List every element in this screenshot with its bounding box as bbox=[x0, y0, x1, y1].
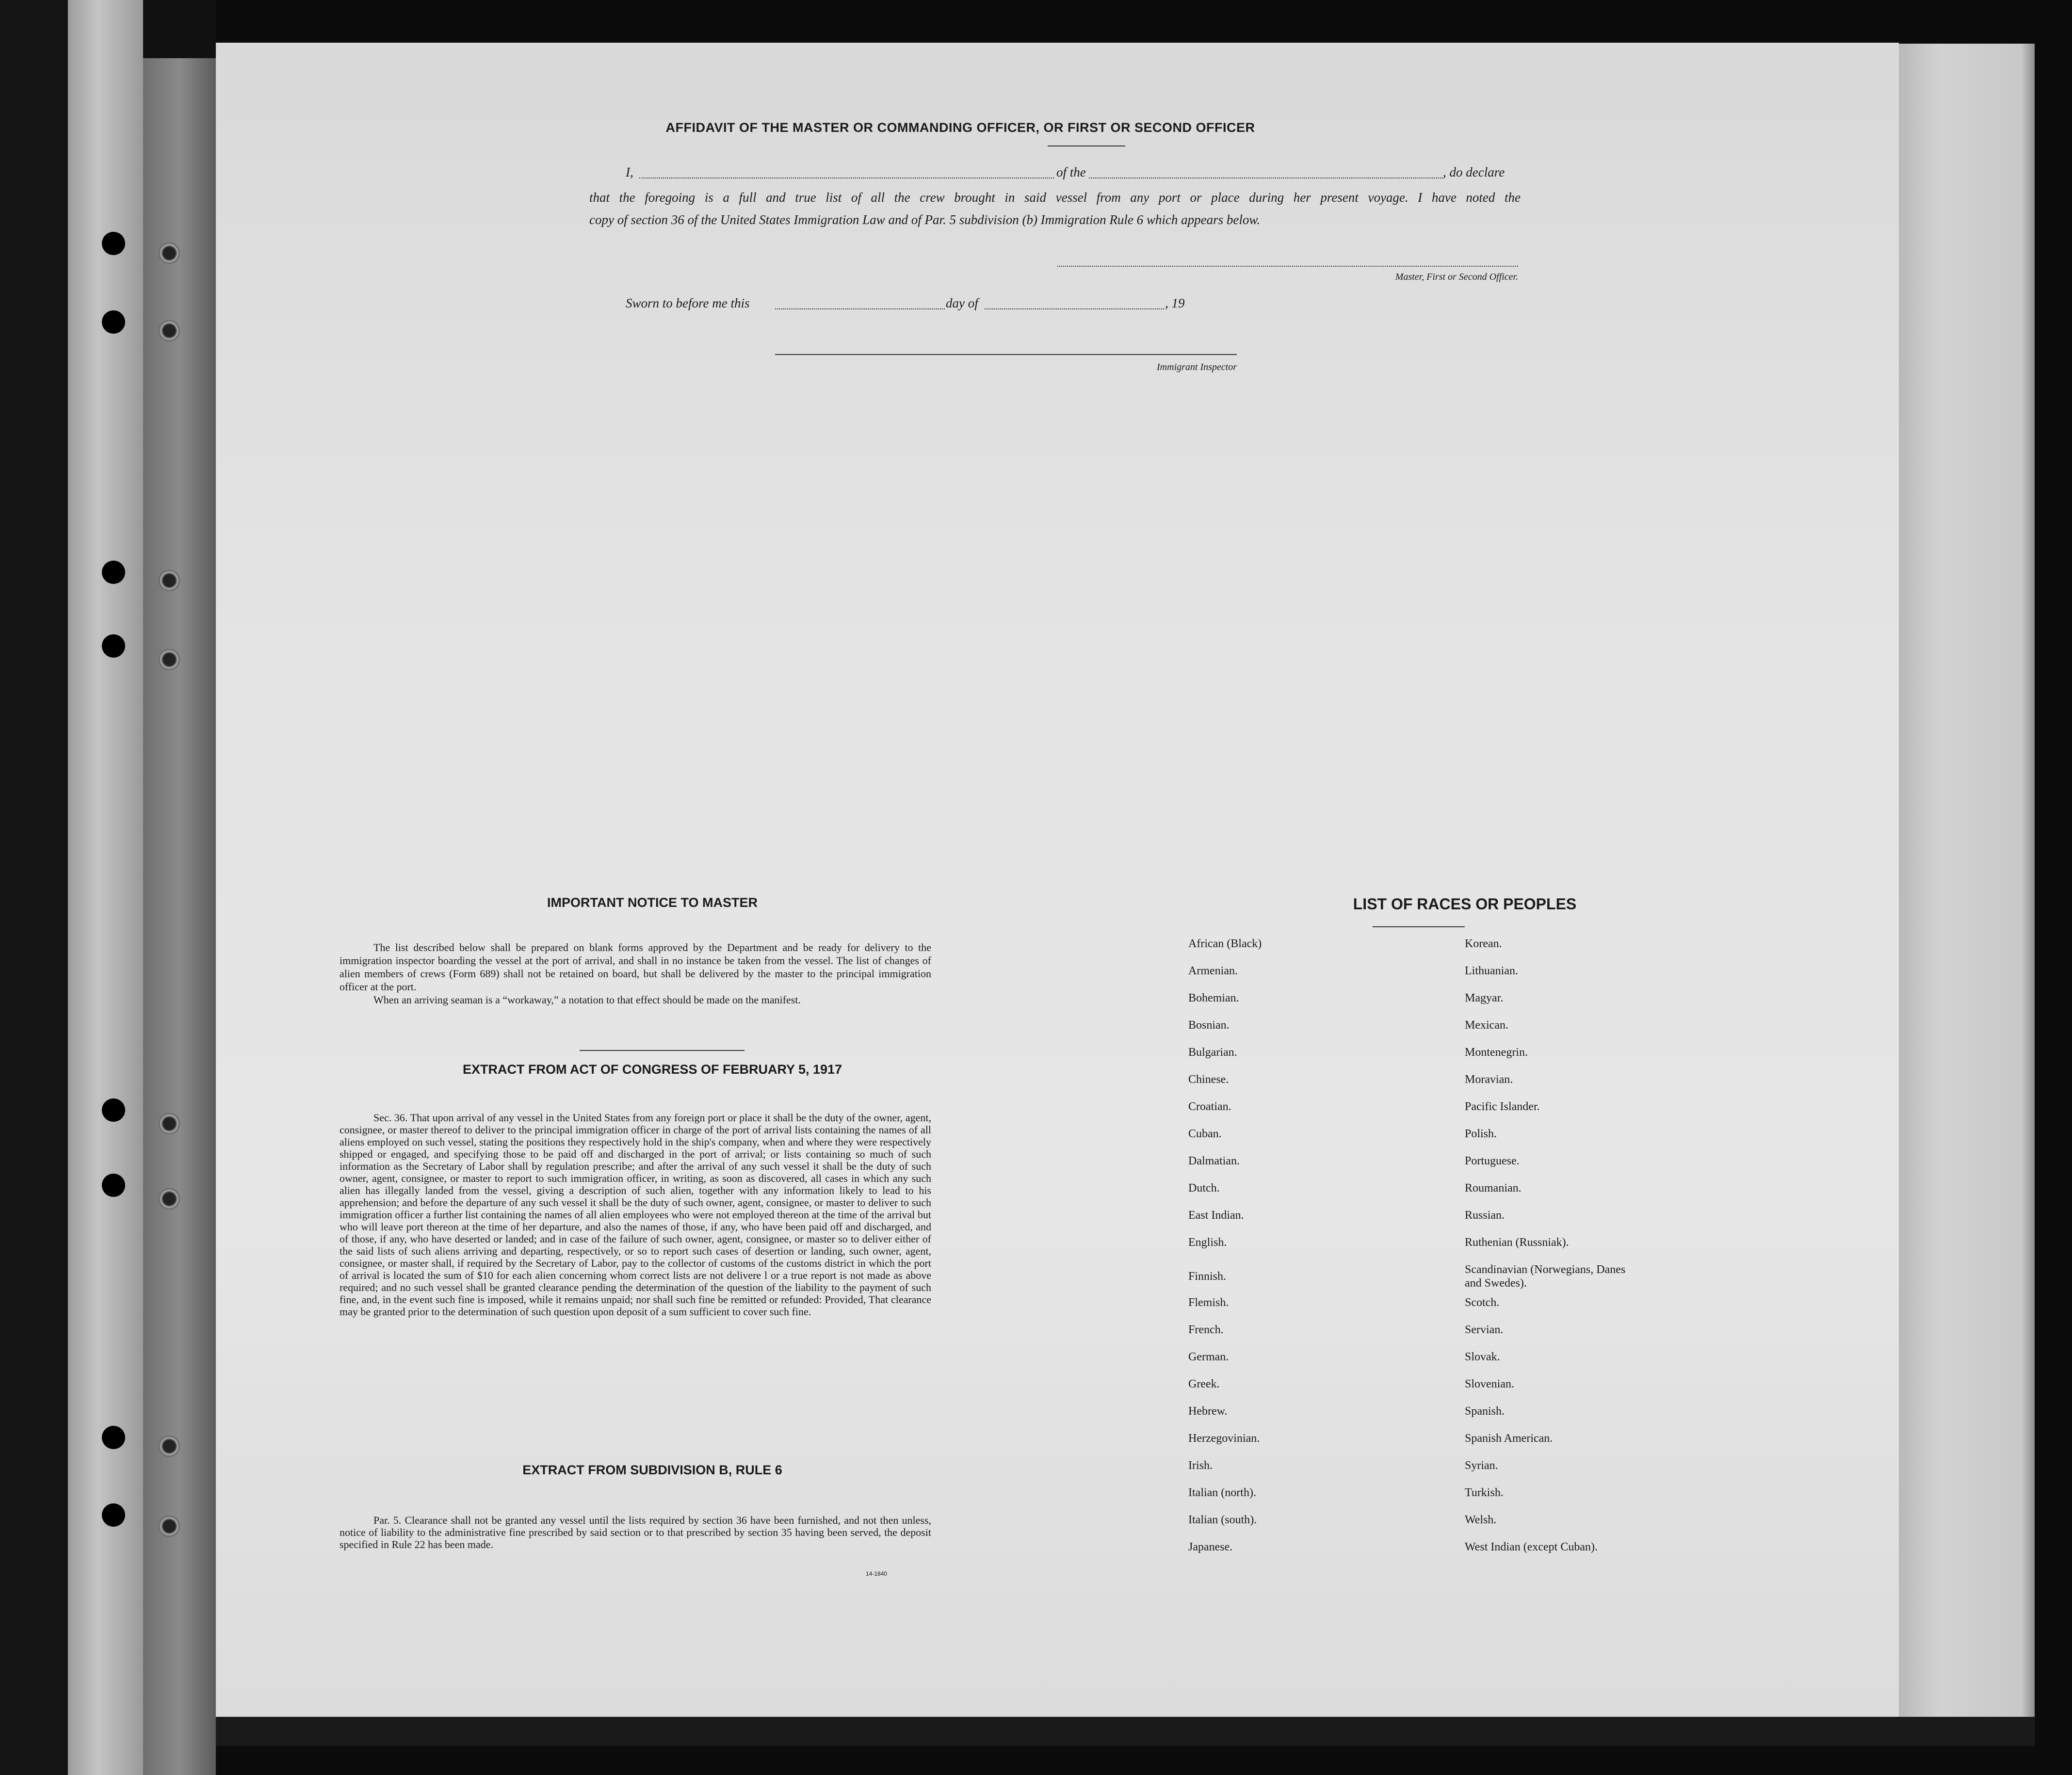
race-item: Japanese. bbox=[1188, 1541, 1233, 1553]
section-divider bbox=[580, 1050, 745, 1051]
inspector-signature-line[interactable] bbox=[775, 354, 1237, 355]
act-extract-text: Sec. 36. That upon arrival of any vessel in the United States from any foreign port or place it shall be the duty of the owner, agent, consignee, or master thereof to deliver to the principal immigration officer in charge of the port of arrival lists containing the names of all aliens employed on such vessel, stating the positions they respectively hold in the ship's company, when and where they were respectively shipped or engaged, and specifying those to be paid off and discharged in the port of arrival; or lists containing so much of such information as the Secretary of Labor shall by regulation prescribe; and after the arrival of any such vessel it shall be the duty of such owner, agent, consignee, or master to report to such immigration officer, in writing, as soon as discovered, all cases in which any such alien has illegally landed from the vessel, giving a description of such alien, together with any information likely to lead to his apprehension; and before the departure of any such vessel it shall be the duty of such owner, agent, consignee, or master to deliver to such immigration officer a further list containing the names of all alien employees who were not employed thereon at the time of the arrival but who will leave port thereon at the time of her departure, and also the names of those, if any, who have been paid off and discharged, and of those, if any, who have deserted or landed; and in case of the failure of such owner, agent, consignee, or master so to deliver either of the said lists of such aliens arriving and departing, respectively, or so to report such cases of desertion or landing, such owner, agent, consignee, or master shall, if required by the Secretary of Labor, pay to the collector of customs of the customs district in which the port of arrival is located the sum of $10 for each alien concerning whom correct lists are not delivere l or a true report is not made as above required; and no such vessel shall be granted clearance pending the determination of the question of the liability to the payment of such fine, and, in the event such fine is imposed, while it remains unpaid; nor shall such fine be remitted or refunded: Provided, That clearance may be granted prior to the determination of such question upon deposit of a sum sufficient to cover such fine. bbox=[340, 1112, 931, 1318]
binder-strip-dark bbox=[0, 0, 68, 1775]
race-item: Mexican. bbox=[1465, 1019, 1508, 1032]
race-item: Syrian. bbox=[1465, 1459, 1498, 1472]
grommet bbox=[159, 242, 180, 264]
act-extract-title: EXTRACT FROM ACT OF CONGRESS OF FEBRUARY 5, 1917 bbox=[462, 1062, 842, 1077]
officer-label: Master, First or Second Officer. bbox=[1395, 272, 1518, 282]
race-item: Hebrew. bbox=[1188, 1405, 1228, 1418]
punch-hole bbox=[102, 1503, 125, 1527]
race-item: Russian. bbox=[1465, 1209, 1505, 1222]
race-item: Cuban. bbox=[1188, 1128, 1222, 1140]
grommet bbox=[159, 1188, 180, 1210]
title-underline bbox=[1048, 145, 1125, 146]
notice-text bbox=[340, 941, 931, 1006]
binder-edge bbox=[0, 0, 216, 1775]
race-item: French. bbox=[1188, 1323, 1224, 1336]
notice-paragraph-2: When an arriving seaman is a “workaway,” a notation to that effect should be made on the manifest. bbox=[373, 994, 801, 1006]
grommet bbox=[159, 1516, 180, 1537]
race-item: Polish. bbox=[1465, 1128, 1497, 1140]
race-item: Irish. bbox=[1188, 1459, 1213, 1472]
grommet bbox=[159, 570, 180, 591]
rule-extract-text: Par. 5. Clearance shall not be granted any vessel until the lists required by section 36 have been furnished, and not then unless, notice of liability to the administrative fine prescribed by said section or to that prescribed by section 35 having been served, the deposit specified in Rule 22 has been made. bbox=[340, 1514, 931, 1550]
form-number: 14-1840 bbox=[866, 1570, 888, 1577]
grommet bbox=[159, 649, 180, 670]
race-item: Croatian. bbox=[1188, 1100, 1231, 1113]
punch-hole bbox=[102, 561, 125, 584]
race-item: English. bbox=[1188, 1236, 1227, 1249]
race-item: Pacific Islander. bbox=[1465, 1100, 1540, 1113]
race-item: Servian. bbox=[1465, 1323, 1504, 1336]
race-item: Moravian. bbox=[1465, 1073, 1513, 1086]
race-item: Lithuanian. bbox=[1465, 965, 1518, 977]
race-item: Armenian. bbox=[1188, 965, 1238, 977]
races-title: LIST OF RACES OR PEOPLES bbox=[1353, 895, 1577, 913]
affidavit-line3: copy of section 36 of the United States Immigration Law and of Par. 5 subdivision (b) Immigration Rule 6 which appears below. bbox=[589, 212, 1261, 227]
race-item: Slovenian. bbox=[1465, 1378, 1514, 1390]
affidavit-of-the: of the bbox=[1056, 165, 1086, 179]
race-item: Scandinavian (Norwegians, Danes and Swedes). bbox=[1465, 1263, 1626, 1290]
notice-paragraph-1: The list described below shall be prepared on blank forms approved by the Department and be ready for delivery to the immigration inspector boarding the vessel at the port of arrival, and shall in no instance be taken from the vessel. The list of changes of alien members of crews (Form 689) shall not be retained on board, but shall be delivered by the master to the principal immigration officer at the port. bbox=[340, 941, 931, 993]
race-item: Italian (south). bbox=[1188, 1514, 1257, 1526]
race-item: German. bbox=[1188, 1351, 1229, 1363]
race-item: Herzegovinian. bbox=[1188, 1432, 1260, 1445]
grommet bbox=[159, 1113, 180, 1134]
punch-hole bbox=[102, 232, 125, 255]
race-item: Turkish. bbox=[1465, 1486, 1504, 1499]
race-item: Montenegrin. bbox=[1465, 1046, 1528, 1059]
race-item: Portuguese. bbox=[1465, 1155, 1520, 1167]
page-bottom-edge bbox=[216, 1717, 2035, 1746]
race-item: Spanish. bbox=[1465, 1405, 1505, 1418]
race-item: Scotch. bbox=[1465, 1296, 1500, 1309]
race-item: Bohemian. bbox=[1188, 992, 1239, 1004]
year-text: , 19 bbox=[1165, 296, 1185, 310]
inspector-label: Immigrant Inspector bbox=[1157, 362, 1237, 372]
affidavit-title: AFFIDAVIT OF THE MASTER OR COMMANDING OFFICER, OR FIRST OR SECOND OFFICER bbox=[665, 120, 1255, 135]
race-item: Dutch. bbox=[1188, 1182, 1220, 1194]
race-item: Roumanian. bbox=[1465, 1182, 1522, 1194]
race-item: Finnish. bbox=[1188, 1270, 1227, 1283]
punch-hole bbox=[102, 1426, 125, 1449]
race-item: Flemish. bbox=[1188, 1296, 1229, 1309]
race-item: East Indian. bbox=[1188, 1209, 1244, 1222]
sworn-text: Sworn to before me this bbox=[626, 296, 750, 310]
race-item: Welsh. bbox=[1465, 1514, 1497, 1526]
sworn-day-line[interactable] bbox=[775, 308, 945, 309]
grommet bbox=[159, 1436, 180, 1457]
race-item: Bosnian. bbox=[1188, 1019, 1230, 1032]
races-title-underline bbox=[1373, 926, 1465, 927]
grommet bbox=[159, 320, 180, 341]
day-of-text: day of bbox=[946, 296, 978, 310]
punch-hole bbox=[102, 310, 125, 334]
race-item: Magyar. bbox=[1465, 992, 1504, 1004]
race-item: Chinese. bbox=[1188, 1073, 1229, 1086]
punch-hole bbox=[102, 634, 125, 658]
race-item: West Indian (except Cuban). bbox=[1465, 1541, 1598, 1553]
race-item: Korean. bbox=[1465, 937, 1502, 950]
races-column-2 bbox=[1465, 937, 1693, 1567]
rule-extract-title: EXTRACT FROM SUBDIVISION B, RULE 6 bbox=[522, 1463, 782, 1477]
race-item: Italian (north). bbox=[1188, 1486, 1256, 1499]
race-item: Slovak. bbox=[1465, 1351, 1500, 1363]
affidavit-do-declare: , do declare bbox=[1443, 165, 1505, 179]
officer-signature-line[interactable] bbox=[1057, 266, 1518, 267]
race-item: Ruthenian (Russniak). bbox=[1465, 1236, 1569, 1249]
notice-title: IMPORTANT NOTICE TO MASTER bbox=[547, 895, 758, 910]
punch-hole bbox=[102, 1174, 125, 1197]
affidavit-i: I, bbox=[626, 165, 633, 179]
race-item: Spanish American. bbox=[1465, 1432, 1553, 1445]
affidavit-line2: that the foregoing is a full and true list of all the crew brought in said vessel from any port or place during her present voyage. I have noted the bbox=[589, 190, 1521, 205]
page-right-edge bbox=[1899, 44, 2035, 1717]
races-column-1 bbox=[1188, 937, 1441, 1567]
race-item: Dalmatian. bbox=[1188, 1155, 1240, 1167]
sworn-month-line[interactable] bbox=[985, 308, 1164, 309]
punch-hole bbox=[102, 1098, 125, 1122]
race-item: Bulgarian. bbox=[1188, 1046, 1237, 1059]
race-item: African (Black) bbox=[1188, 937, 1262, 950]
race-item: Greek. bbox=[1188, 1378, 1220, 1390]
binder-strip-mid bbox=[143, 58, 216, 1775]
